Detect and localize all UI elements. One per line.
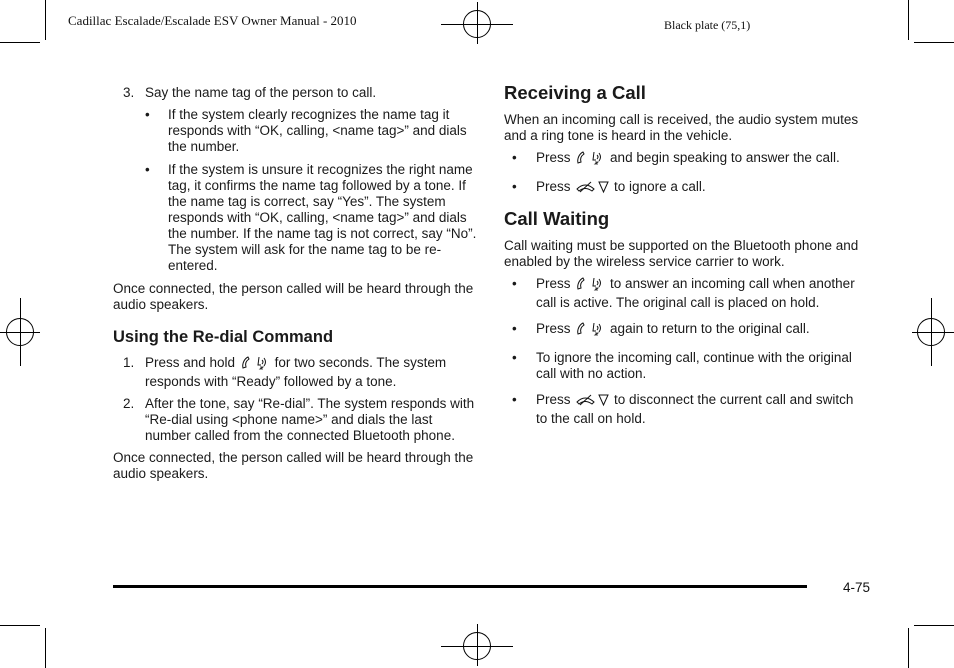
paragraph: Once connected, the person called will be heard through the audio speakers. [113,450,474,481]
bullet-dot: • [145,107,150,122]
step-text: Say the name tag of the person to call. [145,85,377,100]
list-item-text-after: again to return to the original call. [610,321,810,336]
phone-voice-icon [575,277,605,295]
crop-mark [908,628,909,668]
list-item-text-before: Press [536,179,571,194]
list-item [504,350,866,382]
right-column [504,82,866,437]
end-call-icon [575,393,609,411]
step-text-before: Press and hold [145,355,236,370]
registration-mark [20,298,21,366]
list-item [113,162,478,274]
bullet-dot: • [512,179,517,194]
paragraph: When an incoming call is received, the audio system mutes and a ring tone is heard in the vehicle. [504,112,859,143]
paragraph: Call waiting must be supported on the Bluetooth phone and enabled by the wireless service carrier to work. [504,238,859,269]
document-title: Cadillac Escalade/Escalade ESV Owner Manual - 2010 [68,13,357,28]
paragraph: Once connected, the person called will be heard through the audio speakers. [113,281,474,312]
list-item-text-after: to ignore a call. [614,179,706,194]
crop-mark [0,42,40,43]
end-call-icon [575,180,609,198]
bullet-dot: • [512,276,517,291]
step-item [113,85,478,101]
list-item-text-before: Press [536,392,571,407]
list-item-text: If the system clearly recognizes the name tag it responds with “OK, calling, <name tag>” and dials the number. [168,107,467,154]
list-item [504,321,866,340]
step-number: 3. [123,85,135,100]
footer-rule [113,585,807,588]
registration-mark [912,332,954,333]
bullet-dot: • [512,321,517,336]
subheading-redial: Using the Re-dial Command [113,328,334,346]
page-number: 4-75 [843,580,871,595]
list-item-text-after: to answer an incoming call when another call is active. The original call is placed on hold. [536,276,855,310]
registration-mark [477,624,478,666]
list-item [504,276,866,311]
list-item-text-before: Press [536,276,571,291]
crop-mark [45,0,46,40]
nested-bullet-list [113,107,478,274]
step-text-after: for two seconds. The system responds with “Ready” followed by a tone. [145,355,447,389]
bullet-dot: • [512,350,517,365]
step-number: 1. [123,355,135,370]
list-item-text-after: to disconnect the current call and switch to the call on hold. [536,392,854,426]
heading-call-waiting: Call Waiting [504,208,610,229]
phone-voice-icon [575,151,605,169]
list-item-text: If the system is unsure it recognizes the right name tag, it confirms the name tag followed by a tone. If the name tag is correct, say “Yes”. The system responds with “OK, calling, <name tag>” and dials the number. If the name tag is not correct, say “No”. The system will ask for the name tag to be re-entered. [168,162,477,273]
crop-mark [45,628,46,668]
bullet-dot: • [512,392,517,407]
phone-voice-icon [575,322,605,340]
step-number: 2. [123,396,135,411]
crop-mark [914,625,954,626]
list-item-text-before: Press [536,321,571,336]
list-item-text-before: Press [536,150,571,165]
heading-receiving-a-call: Receiving a Call [504,82,646,103]
bullet-dot: • [145,162,150,177]
crop-mark [0,625,40,626]
step-item [113,355,478,390]
list-item [504,392,866,427]
crop-mark [908,0,909,40]
plate-label: Black plate (75,1) [664,18,751,32]
bullet-dot: • [512,150,517,165]
list-item [504,150,866,169]
phone-voice-icon [240,356,270,374]
registration-mark [931,298,932,366]
step-text: After the tone, say “Re-dial”. The system responds with “Re-dial using <phone name>” and dials the last number called from the connected Bluetooth phone. [145,396,475,443]
left-column [113,85,478,488]
crop-mark [914,42,954,43]
list-item-text-after: and begin speaking to answer the call. [610,150,840,165]
step-item [113,396,478,444]
list-item [113,107,478,155]
registration-mark [477,2,478,44]
list-item [504,179,866,198]
list-item-text: To ignore the incoming call, continue with the original call with no action. [536,350,852,381]
